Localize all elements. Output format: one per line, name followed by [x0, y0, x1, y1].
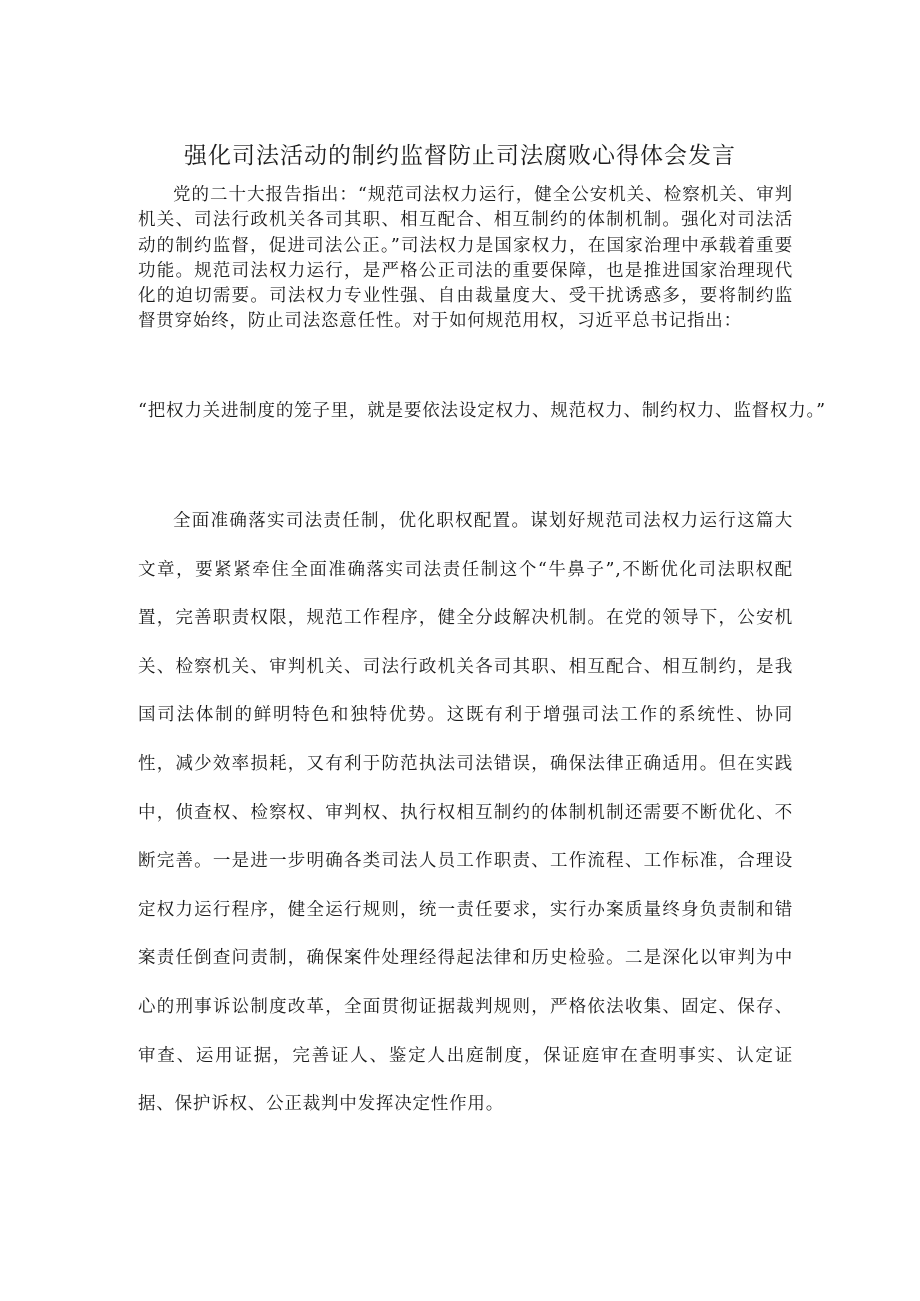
- paragraph-quote: “把权力关进制度的笼子里，就是要依法设定权力、规范权力、制约权力、监督权力。”: [138, 401, 826, 421]
- paragraph-judicial-responsibility: 全面准确落实司法责任制，优化职权配置。谋划好规范司法权力运行这篇大文章，要紧紧牵住全面准确落实司法责任制这个“牛鼻子”,不断优化司法职权配置，完善职责权限，规范工作程序，健全分歧解决机制。在党的领导下，公安机关、检察机关、审判机关、司法行政机关各司其职、相互配合、相互制约，是我国司法体制的鲜明特色和独特优势。这既有利于增强司法工作的系统性、协同性，减少效率损耗，又有利于防范执法司法错误，确保法律正确适用。但在实践中，侦查权、检察权、审判权、执行权相互制约的体制机制还需要不断优化、不断完善。一是进一步明确各类司法人员工作职责、工作流程、工作标准，合理设定权力运行程序，健全运行规则，统一责任要求，实行办案质量终身负责制和错案责任倒查问责制，确保案件处理经得起法律和历史检验。二是深化以审判为中心的刑事诉讼制度改革，全面贯彻证据裁判规则，严格依法收集、固定、保存、审查、运用证据，完善证人、鉴定人出庭制度，保证庭审在查明事实、认定证据、保护诉权、公正裁判中发挥决定性作用。: [138, 511, 793, 1115]
- document-title: 强化司法活动的制约监督防止司法腐败心得体会发言: [184, 143, 736, 169]
- paragraph-intro: 党的二十大报告指出：“规范司法权力运行，健全公安机关、检察机关、审判机关、司法行政机关各司其职、相互配合、相互制约的体制机制。强化对司法活动的制约监督，促进司法公正。”司法权力是国家权力，在国家治理中承载着重要功能。规范司法权力运行，是严格公正司法的重要保障，也是推进国家治理现代化的迫切需要。司法权力专业性强、自由裁量度大、受干扰诱惑多，要将制约监督贯穿始终，防止司法恣意任性。对于如何规范用权，习近平总书记指出：: [138, 185, 793, 332]
